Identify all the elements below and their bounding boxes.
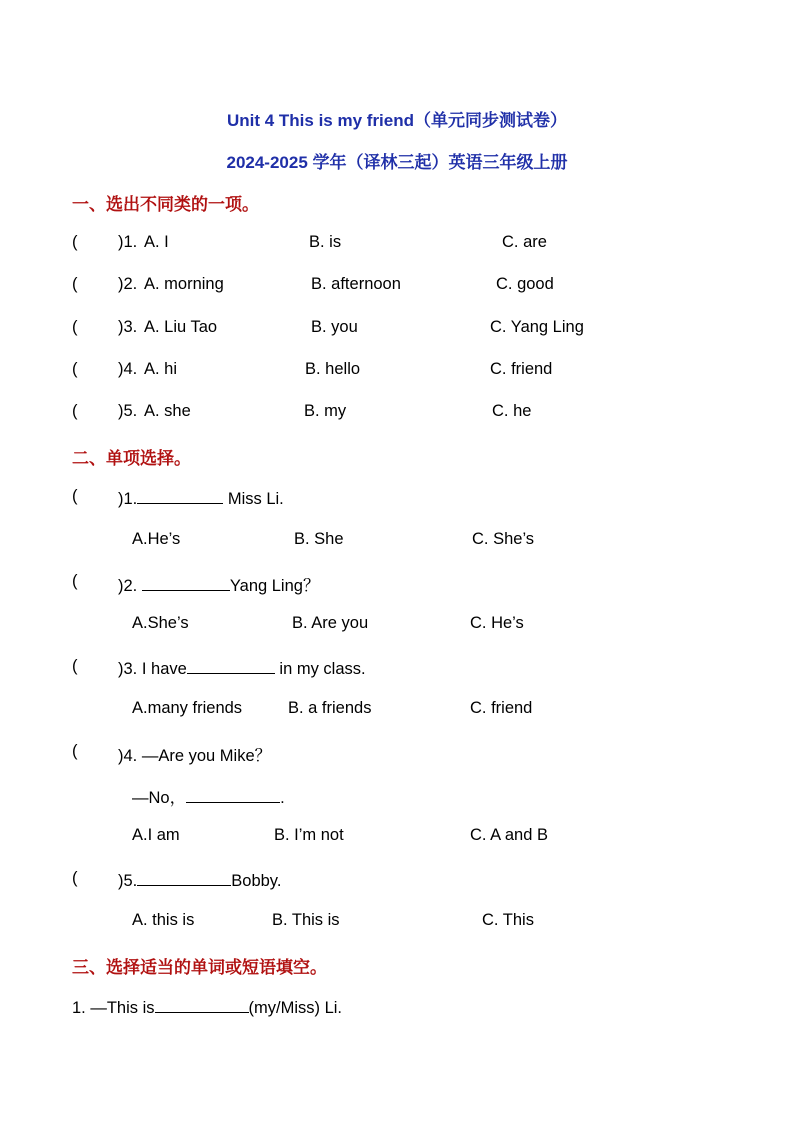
option-c: C. he xyxy=(492,402,532,420)
option-a: A. morning xyxy=(144,275,224,293)
option-b: B. you xyxy=(311,318,358,336)
option-a: A. hi xyxy=(144,360,178,378)
option-b: B. afternoon xyxy=(311,275,401,293)
answer-blank[interactable] xyxy=(137,869,231,886)
option-b: B. hello xyxy=(305,360,361,378)
s2-question-2 xyxy=(0,572,794,594)
option-c: C. A and B xyxy=(470,826,548,844)
answer-paren[interactable]: ( xyxy=(72,657,78,675)
option-a: A.He’s xyxy=(132,530,181,548)
s1-question-4 xyxy=(0,360,794,382)
question-text xyxy=(118,742,271,766)
option-b: B. She xyxy=(294,530,344,548)
answer-paren[interactable]: ( xyxy=(72,360,78,378)
option-a: A.She’s xyxy=(132,614,189,632)
s2-question-4 xyxy=(0,742,794,764)
question-post: Yang Ling？ xyxy=(229,577,320,595)
option-a: A. Liu Tao xyxy=(144,318,218,336)
question-text xyxy=(118,487,284,509)
answer-paren[interactable]: ( xyxy=(72,742,78,760)
title-line-2: 2024-2025 学年（译林三起）英语三年级上册 xyxy=(226,153,568,172)
answer-blank[interactable] xyxy=(155,996,249,1013)
s1-question-2 xyxy=(0,275,794,297)
question-number: )4. xyxy=(118,747,138,765)
option-a: A.many friends xyxy=(132,699,243,717)
reply-text xyxy=(132,784,285,808)
section-1-heading: 一、选出不同类的一项。 xyxy=(72,195,259,214)
question-post: in my class. xyxy=(274,660,366,678)
question-text xyxy=(118,869,281,891)
question-number: )2. xyxy=(118,577,138,595)
option-b: B. a friends xyxy=(288,699,372,717)
option-b: B. is xyxy=(309,233,342,251)
option-c: C. are xyxy=(502,233,547,251)
question-number: )1. xyxy=(118,490,138,508)
question-number: )3. xyxy=(118,660,138,678)
question-number: )4. xyxy=(118,360,138,378)
s2-question-3 xyxy=(0,657,794,679)
answer-blank[interactable] xyxy=(186,786,280,803)
s1-question-5 xyxy=(0,402,794,424)
option-a: A. this is xyxy=(132,911,195,929)
answer-blank[interactable] xyxy=(137,487,223,504)
question-number: )5. xyxy=(118,872,138,890)
answer-paren[interactable]: ( xyxy=(72,402,78,420)
option-c: C. This xyxy=(482,911,534,929)
question-post: (my/Miss) Li. xyxy=(248,999,343,1017)
option-b: B. This is xyxy=(272,911,340,929)
question-number: )2. xyxy=(118,275,138,293)
s1-question-3 xyxy=(0,318,794,340)
option-a: A. she xyxy=(144,402,191,420)
question-pre: I have xyxy=(137,660,187,678)
answer-paren[interactable]: ( xyxy=(72,275,78,293)
answer-paren[interactable]: ( xyxy=(72,869,78,887)
question-text xyxy=(118,572,319,596)
option-c: C. friend xyxy=(490,360,553,378)
option-a: A.I am xyxy=(132,826,180,844)
option-a: A. I xyxy=(144,233,169,251)
option-b: B. my xyxy=(304,402,347,420)
answer-blank[interactable] xyxy=(142,574,230,591)
question-post: Bobby. xyxy=(231,872,282,890)
answer-paren[interactable]: ( xyxy=(72,487,78,505)
section-3-heading: 三、选择适当的单词或短语填空。 xyxy=(72,958,327,977)
question-number: )1. xyxy=(118,233,138,251)
answer-paren[interactable]: ( xyxy=(72,233,78,251)
s2-question-5 xyxy=(0,869,794,891)
s2-options-1 xyxy=(0,530,794,552)
option-c: C. Yang Ling xyxy=(490,318,584,336)
answer-paren[interactable]: ( xyxy=(72,318,78,336)
question-post: Miss Li. xyxy=(223,490,284,508)
question-pre: 1. —This is xyxy=(72,999,155,1017)
question-number: )3. xyxy=(118,318,138,336)
question-number: )5. xyxy=(118,402,138,420)
option-b: B. Are you xyxy=(292,614,369,632)
option-b: B. I’m not xyxy=(274,826,344,844)
s3-question-1 xyxy=(0,996,794,1018)
section-2-heading: 二、单项选择。 xyxy=(72,449,191,468)
option-c: C. good xyxy=(496,275,554,293)
s2-options-4 xyxy=(0,826,794,848)
s2-options-2 xyxy=(0,614,794,636)
answer-blank[interactable] xyxy=(187,657,275,674)
answer-paren[interactable]: ( xyxy=(72,572,78,590)
s2-question-1 xyxy=(0,487,794,509)
reply-post: . xyxy=(280,789,285,807)
s2-question-4-line-2 xyxy=(0,784,794,806)
question-prompt: —Are you Mike？ xyxy=(137,747,272,765)
question-text xyxy=(118,657,366,679)
reply-pre: —No， xyxy=(132,789,187,807)
question-text xyxy=(72,996,342,1018)
s1-question-1 xyxy=(0,233,794,255)
s2-options-3 xyxy=(0,699,794,721)
option-c: C. He’s xyxy=(470,614,524,632)
option-c: C. friend xyxy=(470,699,533,717)
option-c: C. She’s xyxy=(472,530,535,548)
title-line-1: Unit 4 This is my friend（单元同步测试卷） xyxy=(226,111,568,130)
s2-options-5 xyxy=(0,911,794,933)
